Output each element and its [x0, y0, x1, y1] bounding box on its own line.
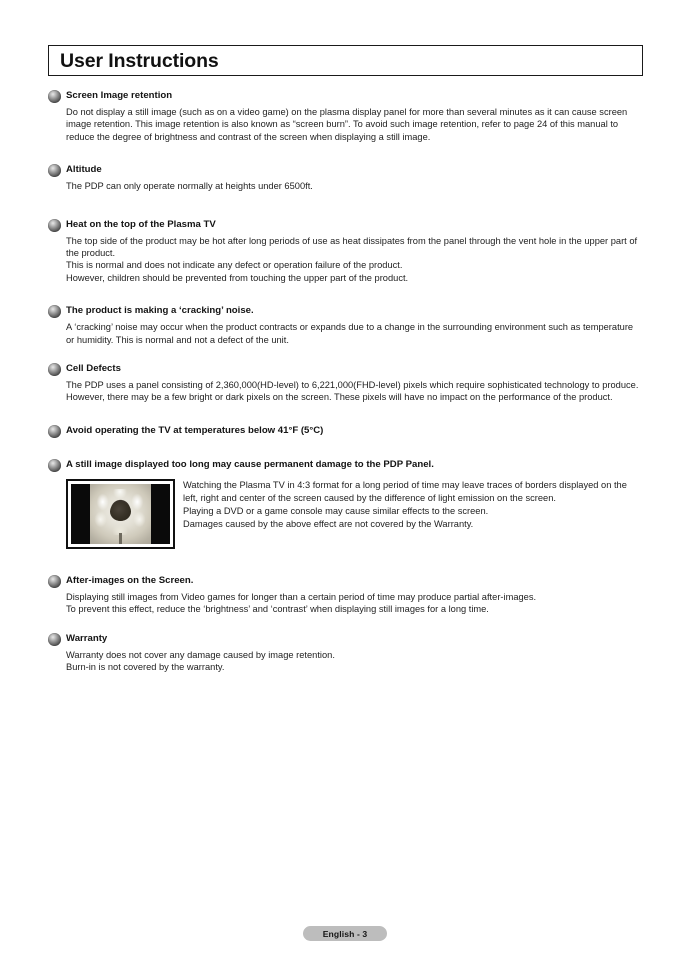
- section-heading: Screen Image retention: [66, 90, 173, 101]
- body-paragraph: Do not display a still image (such as on a video game) on the plasma display panel for more than several minutes as it can cause screen image retention. This image retention is also known as “screen burn”. To avoid such image retention, refer to page 24 of this manual to reduce the degree of brightness and contrast of the screen when displaying a still image.: [66, 107, 628, 142]
- section-cell-defects: [48, 361, 643, 404]
- section-heading: Heat on the top of the Plasma TV: [66, 218, 216, 230]
- page-footer-badge: [303, 926, 387, 941]
- body-paragraph: However, children should be prevented from touching the upper part of the product.: [66, 272, 409, 283]
- body-paragraph: Displaying still images from Video games for longer than a certain period of time may produce partial after-images.: [66, 591, 537, 602]
- sphere-bullet-icon: [48, 575, 61, 588]
- sunflower-stem: [119, 533, 122, 544]
- section-body: [66, 235, 643, 285]
- body-paragraph: The PDP uses a panel consisting of 2,360,000(HD-level) to 6,221,000(FHD-level) pixels which require sophisticated technology to produce. However, there may be a few bright or dark pixels on the screen. These pixels will have no impact on the performance of the product.: [66, 380, 639, 403]
- figure-description-text: [183, 479, 643, 532]
- sunflower-picture: [90, 484, 151, 544]
- sphere-bullet-icon: [48, 305, 61, 318]
- section-after-images: [48, 573, 643, 616]
- body-paragraph: This is normal and does not indicate any defect or operation failure of the product.: [66, 260, 403, 271]
- section-heading: After-images on the Screen.: [66, 574, 194, 586]
- section-altitude: [48, 162, 643, 192]
- body-paragraph: To prevent this effect, reduce the ‘brightness’ and ‘contrast’ when displaying still images for a long time.: [66, 604, 489, 615]
- sphere-bullet-icon: [48, 90, 61, 103]
- page-title: User Instructions: [60, 50, 219, 72]
- body-paragraph: Burn-in is not covered by the warranty.: [66, 662, 225, 673]
- body-paragraph: Damages caused by the above effect are not covered by the Warranty.: [183, 519, 474, 530]
- body-paragraph: The PDP can only operate normally at heights under 6500ft.: [66, 181, 313, 192]
- section-body: [66, 106, 643, 143]
- body-paragraph: The top side of the product may be hot after long periods of use as heat dissipates from the panel through the vent hole in the upper part of the product.: [66, 235, 638, 259]
- page-footer-label: English - 3: [322, 928, 368, 939]
- sunflower-center-disc: [110, 502, 131, 521]
- section-heat-on-top: [48, 217, 643, 285]
- section-heading: Cell Defects: [66, 363, 121, 375]
- section-body: [66, 180, 643, 192]
- sphere-bullet-icon: [48, 459, 61, 472]
- plasma-tv-sunflower-4by3-figure: [66, 479, 175, 549]
- figure-row: [66, 479, 643, 549]
- section-heading: Avoid operating the TV at temperatures below 41°F (5°C): [66, 424, 324, 436]
- section-warranty: [48, 631, 643, 674]
- section-body: [66, 591, 643, 616]
- section-heading: Warranty: [66, 632, 108, 644]
- section-screen-image-retention: [48, 88, 643, 143]
- section-body: [66, 321, 643, 346]
- section-heading: Altitude: [66, 164, 102, 176]
- section-cracking-noise: [48, 303, 643, 346]
- section-body: [66, 379, 643, 404]
- section-body: [66, 649, 643, 674]
- sphere-bullet-icon: [48, 425, 61, 438]
- body-paragraph: Watching the Plasma TV in 4:3 format for a long period of time may leave traces of borders displayed on the left, right and center of the screen caused by the difference of light emission on the screen.: [183, 479, 627, 504]
- tv-screen: [71, 484, 170, 544]
- page-title-box: [48, 45, 643, 76]
- section-heading: The product is making a ‘cracking’ noise.: [66, 305, 254, 317]
- section-avoid-low-temperature: [48, 423, 643, 438]
- sphere-bullet-icon: [48, 363, 61, 376]
- sphere-bullet-icon: [48, 219, 61, 232]
- sphere-bullet-icon: [48, 164, 61, 177]
- section-still-image-damage: [48, 457, 643, 549]
- instructions-content: [48, 88, 643, 683]
- section-heading: A still image displayed too long may cause permanent damage to the PDP Panel.: [66, 458, 434, 470]
- sphere-bullet-icon: [48, 633, 61, 646]
- body-paragraph: Playing a DVD or a game console may cause similar effects to the screen.: [183, 506, 489, 517]
- body-paragraph: A ‘cracking’ noise may occur when the product contracts or expands due to a change in the surrounding environment such as temperature or humidity. This is normal and not a defect of the unit.: [66, 322, 634, 345]
- body-paragraph: Warranty does not cover any damage caused by image retention.: [66, 649, 335, 660]
